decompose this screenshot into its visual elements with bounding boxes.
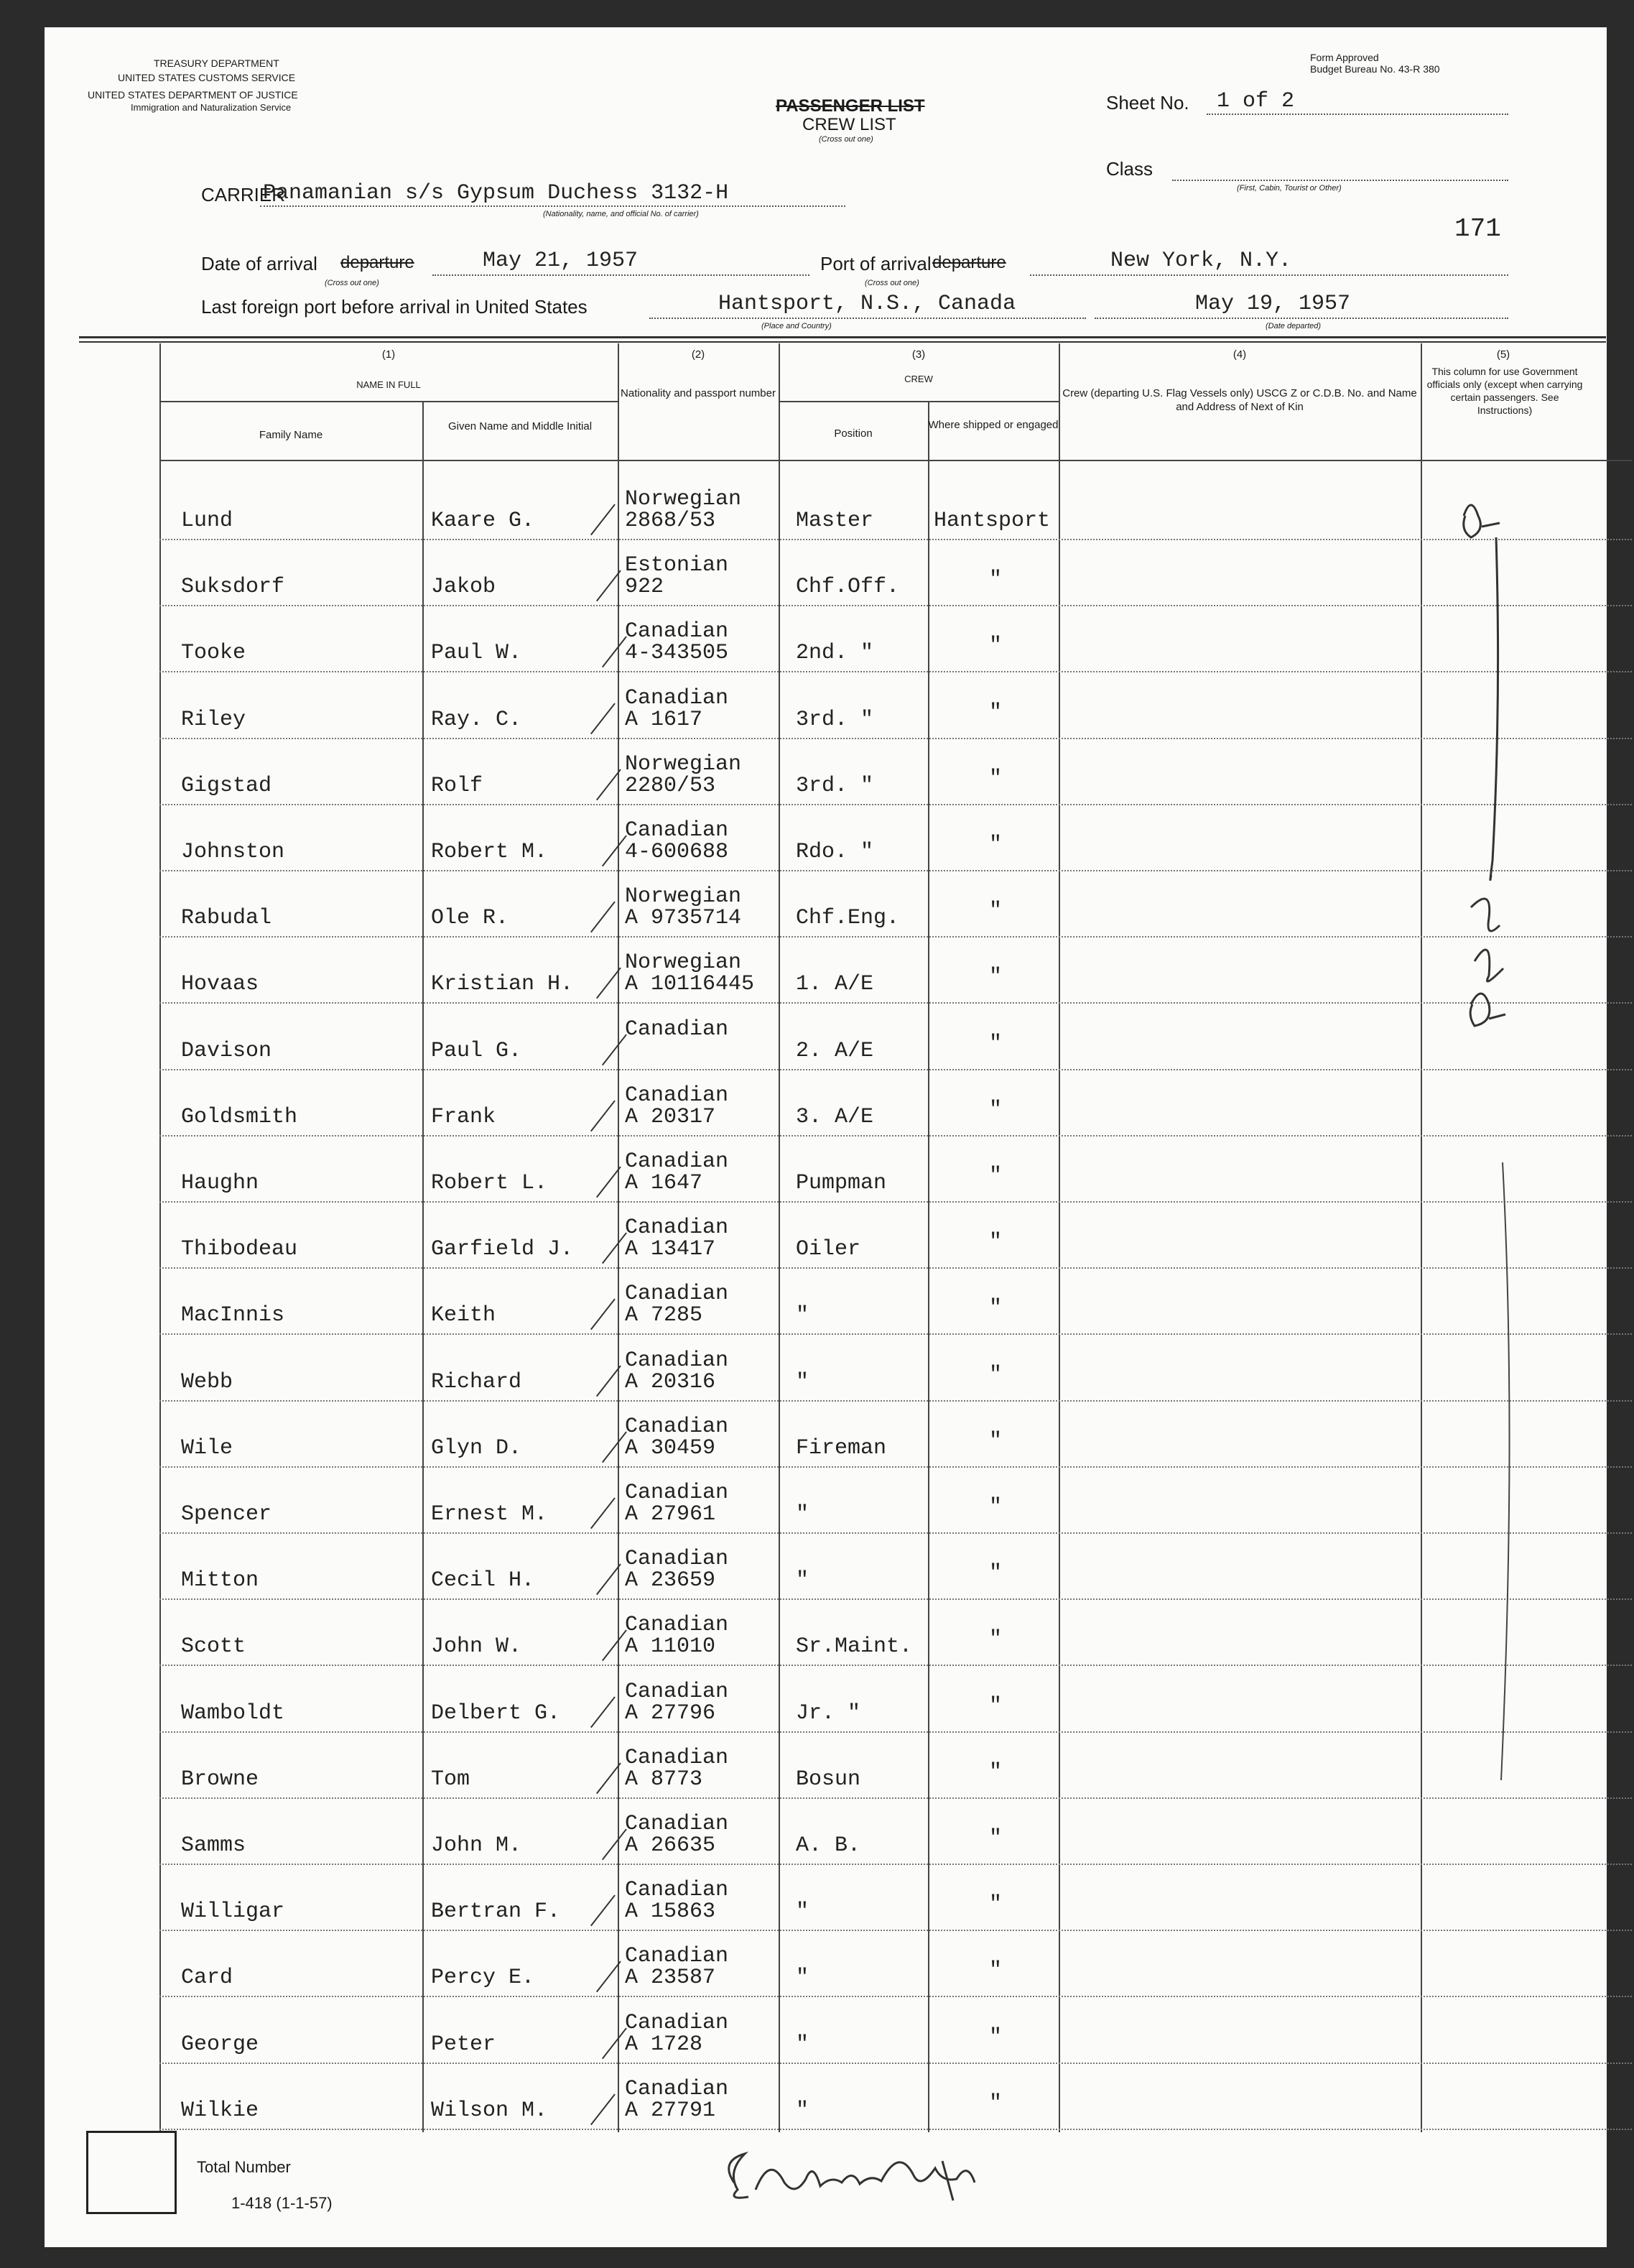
port-arrival-label: Port of arrival (820, 253, 932, 274)
title-passenger-struck: PASSENGER LIST (776, 96, 925, 116)
check-mark (590, 1696, 616, 1728)
row-divider (159, 738, 1632, 739)
crew-position: Oiler (796, 1237, 861, 1262)
crew-passport: A 15863 (625, 1899, 716, 1924)
check-mark (602, 1629, 627, 1661)
carrier-note: (Nationality, name, and official No. of carrier) (543, 210, 699, 218)
date-departure-struck: departure (340, 253, 414, 272)
check-mark (602, 1828, 627, 1860)
agency-customs: UNITED STATES CUSTOMS SERVICE (118, 72, 296, 83)
sheet-no-value: 1 of 2 (1217, 89, 1295, 114)
crew-nationality: Canadian (625, 1415, 729, 1439)
row-divider (159, 671, 1632, 672)
col5-handwritten-marks (1421, 487, 1564, 1134)
crew-position: A. B. (796, 1833, 861, 1858)
row-divider (159, 870, 1632, 871)
port-note: (Cross out one) (865, 279, 919, 287)
row-divider (159, 1333, 1632, 1335)
crew-position: Sr.Maint. (796, 1634, 913, 1659)
crew-where-shipped: Hantsport (934, 509, 1051, 533)
row-divider (159, 1797, 1632, 1799)
row-divider (159, 1665, 1632, 1666)
date-departed-value: May 19, 1957 (1195, 292, 1351, 316)
crew-passport: A 8773 (625, 1767, 703, 1792)
crew-given-name: Jakob (431, 575, 496, 599)
crew-given-name: Kaare G. (431, 509, 535, 533)
crew-passport: 2868/53 (625, 509, 716, 533)
row-divider (159, 605, 1632, 606)
crew-where-shipped: " (989, 1561, 1003, 1586)
check-mark (602, 1034, 627, 1065)
crew-nationality: Canadian (625, 1547, 729, 1571)
row-divider (159, 1864, 1632, 1865)
crew-given-name: Tom (431, 1767, 470, 1792)
check-mark (590, 1497, 616, 1529)
crew-family-name: Wamboldt (181, 1701, 285, 1726)
crew-nationality: Canadian (625, 1348, 729, 1373)
check-mark (602, 835, 627, 866)
check-mark (602, 1431, 627, 1463)
crew-given-name: Rolf (431, 774, 483, 798)
col-family-name: Family Name (259, 429, 323, 441)
crew-family-name: Suksdorf (181, 575, 285, 599)
crew-where-shipped: " (989, 833, 1003, 857)
crew-where-shipped: " (989, 1826, 1003, 1851)
crew-where-shipped: " (989, 1760, 1003, 1785)
date-arrival-value: May 21, 1957 (483, 249, 639, 273)
crew-position: Fireman (796, 1436, 887, 1461)
crew-nationality: Canadian (625, 1613, 729, 1637)
crew-position: " (796, 1303, 809, 1328)
last-port-label: Last foreign port before arrival in United States (201, 296, 588, 318)
crew-where-shipped: " (989, 1694, 1003, 1718)
crew-passport: A 23587 (625, 1966, 716, 1990)
crew-passport: 4-343505 (625, 641, 729, 665)
crew-given-name: Wilson M. (431, 2098, 548, 2123)
crew-passport: 922 (625, 575, 664, 599)
col3-title: CREW (904, 374, 933, 384)
crew-given-name: Keith (431, 1303, 496, 1328)
crew-position: Chf.Eng. (796, 906, 900, 930)
crew-where-shipped: " (989, 1164, 1003, 1188)
crew-position: Rdo. " (796, 840, 874, 864)
budget-bureau: Budget Bureau No. 43-R 380 (1310, 63, 1440, 75)
crew-family-name: Thibodeau (181, 1237, 298, 1262)
sheet-no-label: Sheet No. (1106, 92, 1189, 114)
crew-given-name: Peter (431, 2032, 496, 2057)
crew-passport: 2280/53 (625, 774, 716, 798)
title-note: (Cross out one) (819, 135, 873, 144)
crew-position: 3rd. " (796, 774, 874, 798)
crew-family-name: Tooke (181, 641, 246, 665)
form-approved: Form Approved (1310, 52, 1379, 63)
crew-where-shipped: " (989, 1230, 1003, 1254)
crew-nationality: Norwegian (625, 487, 742, 512)
crew-where-shipped: " (989, 2091, 1003, 2116)
crew-where-shipped: " (989, 2025, 1003, 2050)
crew-family-name: Hovaas (181, 972, 259, 996)
crew-given-name: Garfield J. (431, 1237, 574, 1262)
crew-family-name: Wilkie (181, 2098, 259, 2123)
crew-nationality: Canadian (625, 1149, 729, 1174)
date-arrival-label: Date of arrival (201, 253, 317, 274)
crew-position: 3. A/E (796, 1105, 874, 1129)
crew-where-shipped: " (989, 1363, 1003, 1387)
crew-nationality: Canadian (625, 1282, 729, 1306)
crew-given-name: John W. (431, 1634, 522, 1659)
crew-given-name: Delbert G. (431, 1701, 561, 1726)
crew-nationality: Canadian (625, 2077, 729, 2101)
row-divider (159, 2129, 1632, 2130)
page-title: CREW LIST (802, 115, 896, 134)
row-divider (159, 1400, 1632, 1402)
col4-title: Crew (departing U.S. Flag Vessels only) USCG Z or C.D.B. No. and Name and Address of Next of Kin (1062, 387, 1417, 413)
row-divider (159, 1069, 1632, 1070)
crew-position: Chf.Off. (796, 575, 900, 599)
crew-family-name: MacInnis (181, 1303, 285, 1328)
row-divider (159, 1267, 1632, 1269)
crew-family-name: Haughn (181, 1171, 259, 1195)
crew-list-form (45, 27, 1607, 2247)
crew-given-name: Glyn D. (431, 1436, 522, 1461)
crew-position: 2nd. " (796, 641, 874, 665)
crew-given-name: Richard (431, 1370, 522, 1394)
crew-passport: A 9735714 (625, 906, 742, 930)
crew-family-name: Willigar (181, 1899, 285, 1924)
crew-where-shipped: " (989, 1032, 1003, 1056)
crew-passport: A 27791 (625, 2098, 716, 2123)
crew-passport: A 20317 (625, 1105, 716, 1129)
crew-nationality: Norwegian (625, 752, 742, 777)
crew-family-name: Gigstad (181, 774, 272, 798)
crew-position: 1. A/E (796, 972, 874, 996)
class-note: (First, Cabin, Tourist or Other) (1237, 184, 1342, 193)
crew-position: Jr. " (796, 1701, 861, 1726)
carrier-label: CARRIER (201, 184, 286, 205)
check-mark (590, 1894, 616, 1926)
crew-nationality: Canadian (625, 1812, 729, 1836)
crew-nationality: Norwegian (625, 950, 742, 975)
col5-vertical-mark (1445, 1148, 1531, 1795)
row-divider (159, 1201, 1632, 1203)
crew-family-name: Samms (181, 1833, 246, 1858)
crew-position: " (796, 2032, 809, 2057)
crew-family-name: Mitton (181, 1568, 259, 1593)
agency-treasury: TREASURY DEPARTMENT (154, 57, 279, 69)
crew-given-name: Bertran F. (431, 1899, 561, 1924)
crew-nationality: Canadian (625, 1481, 729, 1505)
crew-position: 2. A/E (796, 1039, 874, 1063)
crew-passport: A 20316 (625, 1370, 716, 1394)
row-divider (159, 1135, 1632, 1137)
crew-position: " (796, 1502, 809, 1527)
crew-nationality: Canadian (625, 1746, 729, 1770)
crew-passport: A 1728 (625, 2032, 703, 2057)
crew-given-name: Ray. C. (431, 708, 522, 732)
row-divider (159, 1930, 1632, 1931)
col-position: Position (834, 427, 873, 440)
check-mark (590, 901, 616, 932)
crew-nationality: Canadian (625, 2011, 729, 2035)
crew-nationality: Norwegian (625, 884, 742, 909)
crew-given-name: Robert L. (431, 1171, 548, 1195)
crew-family-name: Davison (181, 1039, 272, 1063)
crew-nationality: Canadian (625, 1944, 729, 1968)
last-port-note: (Place and Country) (761, 322, 832, 330)
crew-nationality: Canadian (625, 1878, 729, 1902)
crew-family-name: Scott (181, 1634, 246, 1659)
crew-family-name: Rabudal (181, 906, 272, 930)
crew-family-name: Spencer (181, 1502, 272, 1527)
crew-family-name: Riley (181, 708, 246, 732)
crew-where-shipped: " (989, 1495, 1003, 1519)
total-number-box[interactable] (86, 2131, 177, 2214)
check-mark (602, 1232, 627, 1264)
crew-passport: A 23659 (625, 1568, 716, 1593)
crew-position: " (796, 1370, 809, 1394)
crew-where-shipped: " (989, 1627, 1003, 1652)
class-label: Class (1106, 158, 1153, 180)
row-divider (159, 2063, 1632, 2064)
crew-position: " (796, 1568, 809, 1593)
crew-given-name: Kristian H. (431, 972, 574, 996)
crew-family-name: Goldsmith (181, 1105, 298, 1129)
crew-nationality: Canadian (625, 1083, 729, 1108)
crew-family-name: Lund (181, 509, 233, 533)
total-number-label: Total Number (197, 2158, 291, 2176)
crew-position: Bosun (796, 1767, 861, 1792)
crew-position: Master (796, 509, 874, 533)
crew-where-shipped: " (989, 1892, 1003, 1917)
form-code: 1-418 (1-1-57) (231, 2194, 333, 2212)
date-departed-note: (Date departed) (1266, 322, 1322, 330)
port-arrival-value: New York, N.Y. (1110, 249, 1292, 273)
col5-number: (5) (1496, 348, 1510, 361)
crew-passport: A 27796 (625, 1701, 716, 1726)
crew-position: " (796, 1899, 809, 1924)
col5-title: This column for use Government officials only (except when carrying certain passengers. See Instructions) (1426, 366, 1583, 416)
check-mark (602, 2027, 627, 2059)
crew-where-shipped: " (989, 965, 1003, 989)
row-divider (159, 936, 1632, 938)
crew-position: 3rd. " (796, 708, 874, 732)
crew-given-name: Percy E. (431, 1966, 535, 1990)
crew-given-name: Paul G. (431, 1039, 522, 1063)
crew-family-name: Webb (181, 1370, 233, 1394)
row-divider (159, 1466, 1632, 1468)
carrier-value: Panamanian s/s Gypsum Duchess 3132-H (263, 181, 729, 205)
crew-given-name: Cecil H. (431, 1568, 535, 1593)
row-divider (159, 539, 1632, 540)
agency-ins: Immigration and Naturalization Service (131, 102, 292, 113)
crew-given-name: Ernest M. (431, 1502, 548, 1527)
crew-given-name: Ole R. (431, 906, 509, 930)
port-departure-struck: departure (932, 253, 1006, 272)
crew-nationality: Canadian (625, 1216, 729, 1240)
col1-title: NAME IN FULL (356, 379, 421, 390)
last-port-value: Hantsport, N.S., Canada (718, 292, 1016, 316)
crew-where-shipped: " (989, 899, 1003, 923)
col-where-shipped: Where shipped or engaged (928, 419, 1059, 431)
check-mark (590, 703, 616, 734)
row-divider (159, 1002, 1632, 1004)
col3-number: (3) (911, 348, 926, 361)
crew-position: Pumpman (796, 1171, 887, 1195)
crew-nationality: Estonian (625, 553, 729, 578)
row-divider (159, 1598, 1632, 1600)
crew-passport: A 26635 (625, 1833, 716, 1858)
crew-passport: A 1647 (625, 1171, 703, 1195)
master-signature (705, 2139, 1021, 2211)
crew-passport: A 27961 (625, 1502, 716, 1527)
row-divider (159, 1532, 1632, 1534)
col-given-name: Given Name and Middle Initial (447, 420, 593, 432)
row-divider (159, 1731, 1632, 1733)
crew-position: " (796, 1966, 809, 1990)
crew-where-shipped: " (989, 1429, 1003, 1453)
crew-given-name: Paul W. (431, 641, 522, 665)
crew-nationality: Canadian (625, 1680, 729, 1704)
crew-where-shipped: " (989, 1296, 1003, 1320)
col1-number: (1) (381, 348, 396, 361)
crew-given-name: Frank (431, 1105, 496, 1129)
crew-passport: A 10116445 (625, 972, 755, 996)
check-mark (590, 2093, 616, 2125)
col-nationality: Nationality and passport number (621, 387, 776, 399)
crew-family-name: Wile (181, 1436, 233, 1461)
crew-where-shipped: " (989, 634, 1003, 658)
check-mark (590, 1298, 616, 1330)
crew-given-name: John M. (431, 1833, 522, 1858)
page-number: 171 (1454, 214, 1501, 244)
row-divider (159, 1996, 1632, 1997)
crew-family-name: George (181, 2032, 259, 2057)
crew-given-name: Robert M. (431, 840, 548, 864)
crew-family-name: Johnston (181, 840, 285, 864)
row-divider (159, 804, 1632, 805)
crew-where-shipped: " (989, 700, 1003, 725)
crew-nationality: Canadian (625, 1017, 729, 1042)
crew-family-name: Card (181, 1966, 233, 1990)
crew-where-shipped: " (989, 1958, 1003, 1983)
crew-nationality: Canadian (625, 818, 729, 843)
crew-position: " (796, 2098, 809, 2123)
check-mark (590, 1100, 616, 1131)
check-mark (590, 504, 616, 535)
crew-passport: 4-600688 (625, 840, 729, 864)
agency-justice: UNITED STATES DEPARTMENT OF JUSTICE (88, 89, 298, 101)
crew-nationality: Canadian (625, 619, 729, 644)
crew-passport: A 11010 (625, 1634, 716, 1659)
crew-passport: A 13417 (625, 1237, 716, 1262)
col2-number: (2) (691, 348, 705, 361)
crew-where-shipped: " (989, 767, 1003, 791)
col4-number: (4) (1233, 348, 1247, 361)
date-note: (Cross out one) (325, 279, 379, 287)
crew-passport: A 1617 (625, 708, 703, 732)
crew-where-shipped: " (989, 1098, 1003, 1122)
crew-where-shipped: " (989, 568, 1003, 592)
check-mark (602, 636, 627, 667)
crew-passport: A 30459 (625, 1436, 716, 1461)
crew-family-name: Browne (181, 1767, 259, 1792)
crew-passport: A 7285 (625, 1303, 703, 1328)
crew-nationality: Canadian (625, 686, 729, 711)
